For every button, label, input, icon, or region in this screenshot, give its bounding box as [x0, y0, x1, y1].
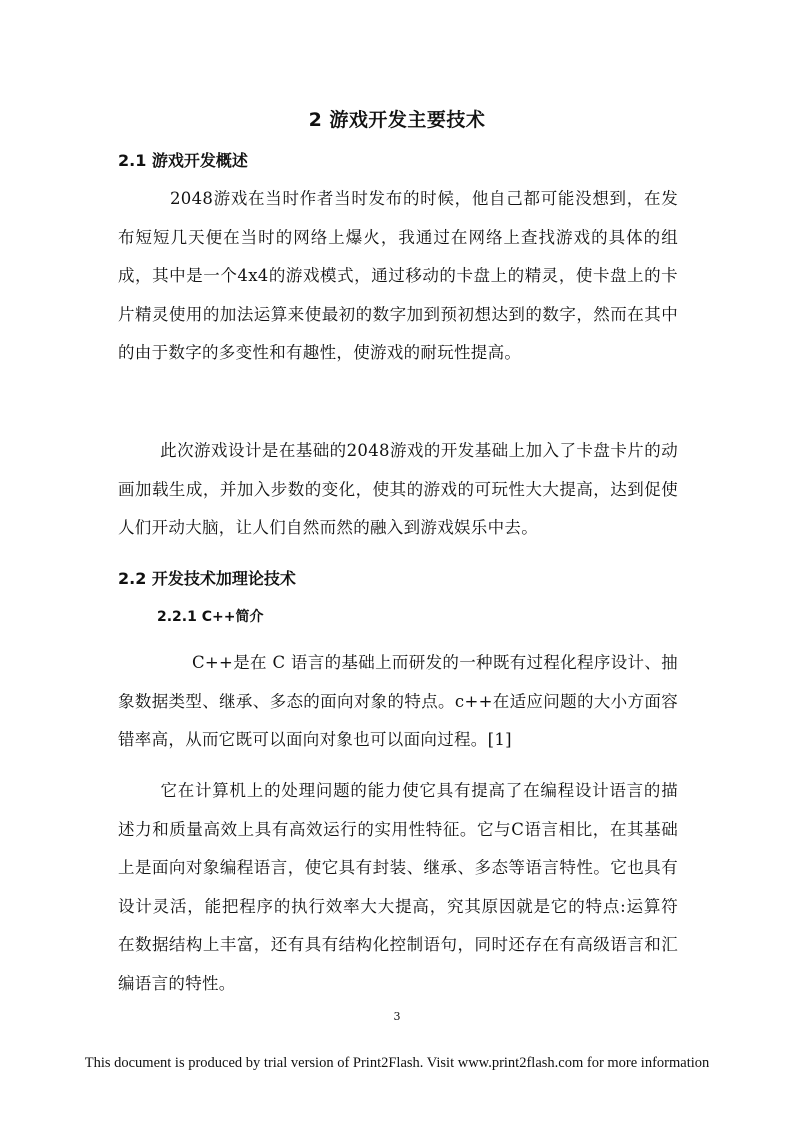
section-heading: 2.1 游戏开发概述 — [118, 151, 248, 170]
paragraph-text: 此次游戏设计是在基础的2048游戏的开发基础上加入了卡盘卡片的动画加载生成，并加入步数的变化，使其的游戏的可玩性大大提高，达到促使人们开动大脑，让人们自然而然的融入到游戏娱乐中去。 — [118, 441, 678, 537]
paragraph — [118, 432, 678, 548]
paragraph-text: 2048游戏在当时作者当时发布的时候，他自己都可能没想到，在发布短短几天便在当时的网络上爆火，我通过在网络上查找游戏的具体的组成，其中是一个4x4的游戏模式，通过移动的卡盘上的精灵，使卡盘上的卡片精灵使用的加法运算来使最初的数字加到预初想达到的数字，然而在其中的由于数字的多变性和有趣性，使游戏的耐玩性提高。 — [118, 189, 678, 362]
paragraph-text: 它在计算机上的处理问题的能力使它具有提高了在编程设计语言的描述力和质量高效上具有高效运行的实用性特征。它与C语言相比，在其基础上是面向对象编程语言，使它具有封装、继承、多态等语言特性。它也具有设计灵活，能把程序的执行效率大大提高，究其原因就是它的特点:运算符在数据结构上丰富，还有具有结构化控制语句，同时还存在有高级语言和汇编语言的特性。 — [118, 781, 678, 993]
paragraph — [118, 644, 678, 760]
section-heading: 2.2 开发技术加理论技术 — [118, 569, 296, 588]
subsection-heading: 2.2.1 C++简介 — [157, 609, 264, 625]
page-number: 3 — [393, 1010, 401, 1023]
trial-footer: This document is produced by trial version of Print2Flash. Visit www.print2flash.com for more information — [84, 1055, 710, 1071]
paragraph — [118, 772, 678, 1003]
chapter-title: 2 游戏开发主要技术 — [308, 109, 486, 131]
paragraph-text: C++是在 C 语言的基础上而研发的一种既有过程化程序设计、抽象数据类型、继承、多态的面向对象的特点。c++在适应问题的大小方面容错率高，从而它既可以面向对象也可以面向过程。[1] — [118, 653, 678, 749]
paragraph — [118, 180, 678, 373]
